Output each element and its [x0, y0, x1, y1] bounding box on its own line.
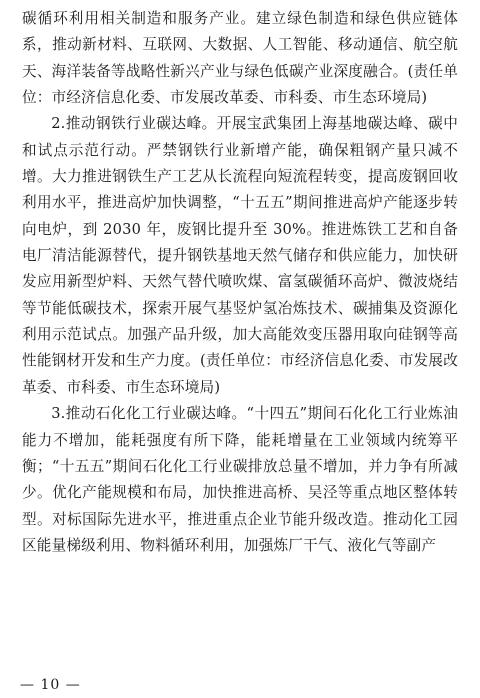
paragraph-petrochemical-peak: 3.推动石化化工行业碳达峰。“十四五”期间石化化工行业炼油能力不增加，能耗强度有所下降，能耗增量在工业领域内统筹平衡；“十五五”期间石化化工行业碳排放总量不增加，并力争有所减少。优化产能规模和布局，加快推进高桥、吴泾等重点地区整体转型。对标国际先进水平，推进重点企业节能升级改造。推动化工园区能量梯级利用、物料循环利用，加强炼厂干气、液化气等副产 [22, 405, 458, 554]
document-body [22, 6, 458, 559]
page-number: — 10 — [20, 677, 81, 693]
paragraph-continuation: 碳循环利用相关制造和服务产业。建立绿色制造和绿色供应链体系，推动新材料、互联网、大数据、人工智能、移动通信、航空航天、海洋装备等战略性新兴产业与绿色低碳产业深度融合。(责任单位：市经济信息化委、市发展改革委、市科委、市生态环境局) [22, 10, 458, 107]
paragraph-steel-peak: 2.推动钢铁行业碳达峰。开展宝武集团上海基地碳达峰、碳中和试点示范行动。严禁钢铁行业新增产能，确保粗钢产量只减不增。大力推进钢铁生产工艺从长流程向短流程转变，提高废钢回收利用水平，推进高炉加快调整，“十五五”期间推进高炉产能逐步转向电炉，到 2030 年，废钢比提升至 30%。推进炼铁工艺和自备电厂清洁能源替代，提升钢铁基地天然气储存和供应能力，加快研发应用新型炉料、天然气替代喷吹煤、富氢碳循环高炉、微波烧结等节能低碳技术，探索开展气基竖炉氢冶炼技术、碳捕集及资源化利用示范试点。加强产品升级，加大高能效变压器用取向硅钢等高性能钢材开发和生产力度。(责任单位：市经济信息化委、市发展改革委、市科委、市生态环境局) [22, 115, 458, 396]
